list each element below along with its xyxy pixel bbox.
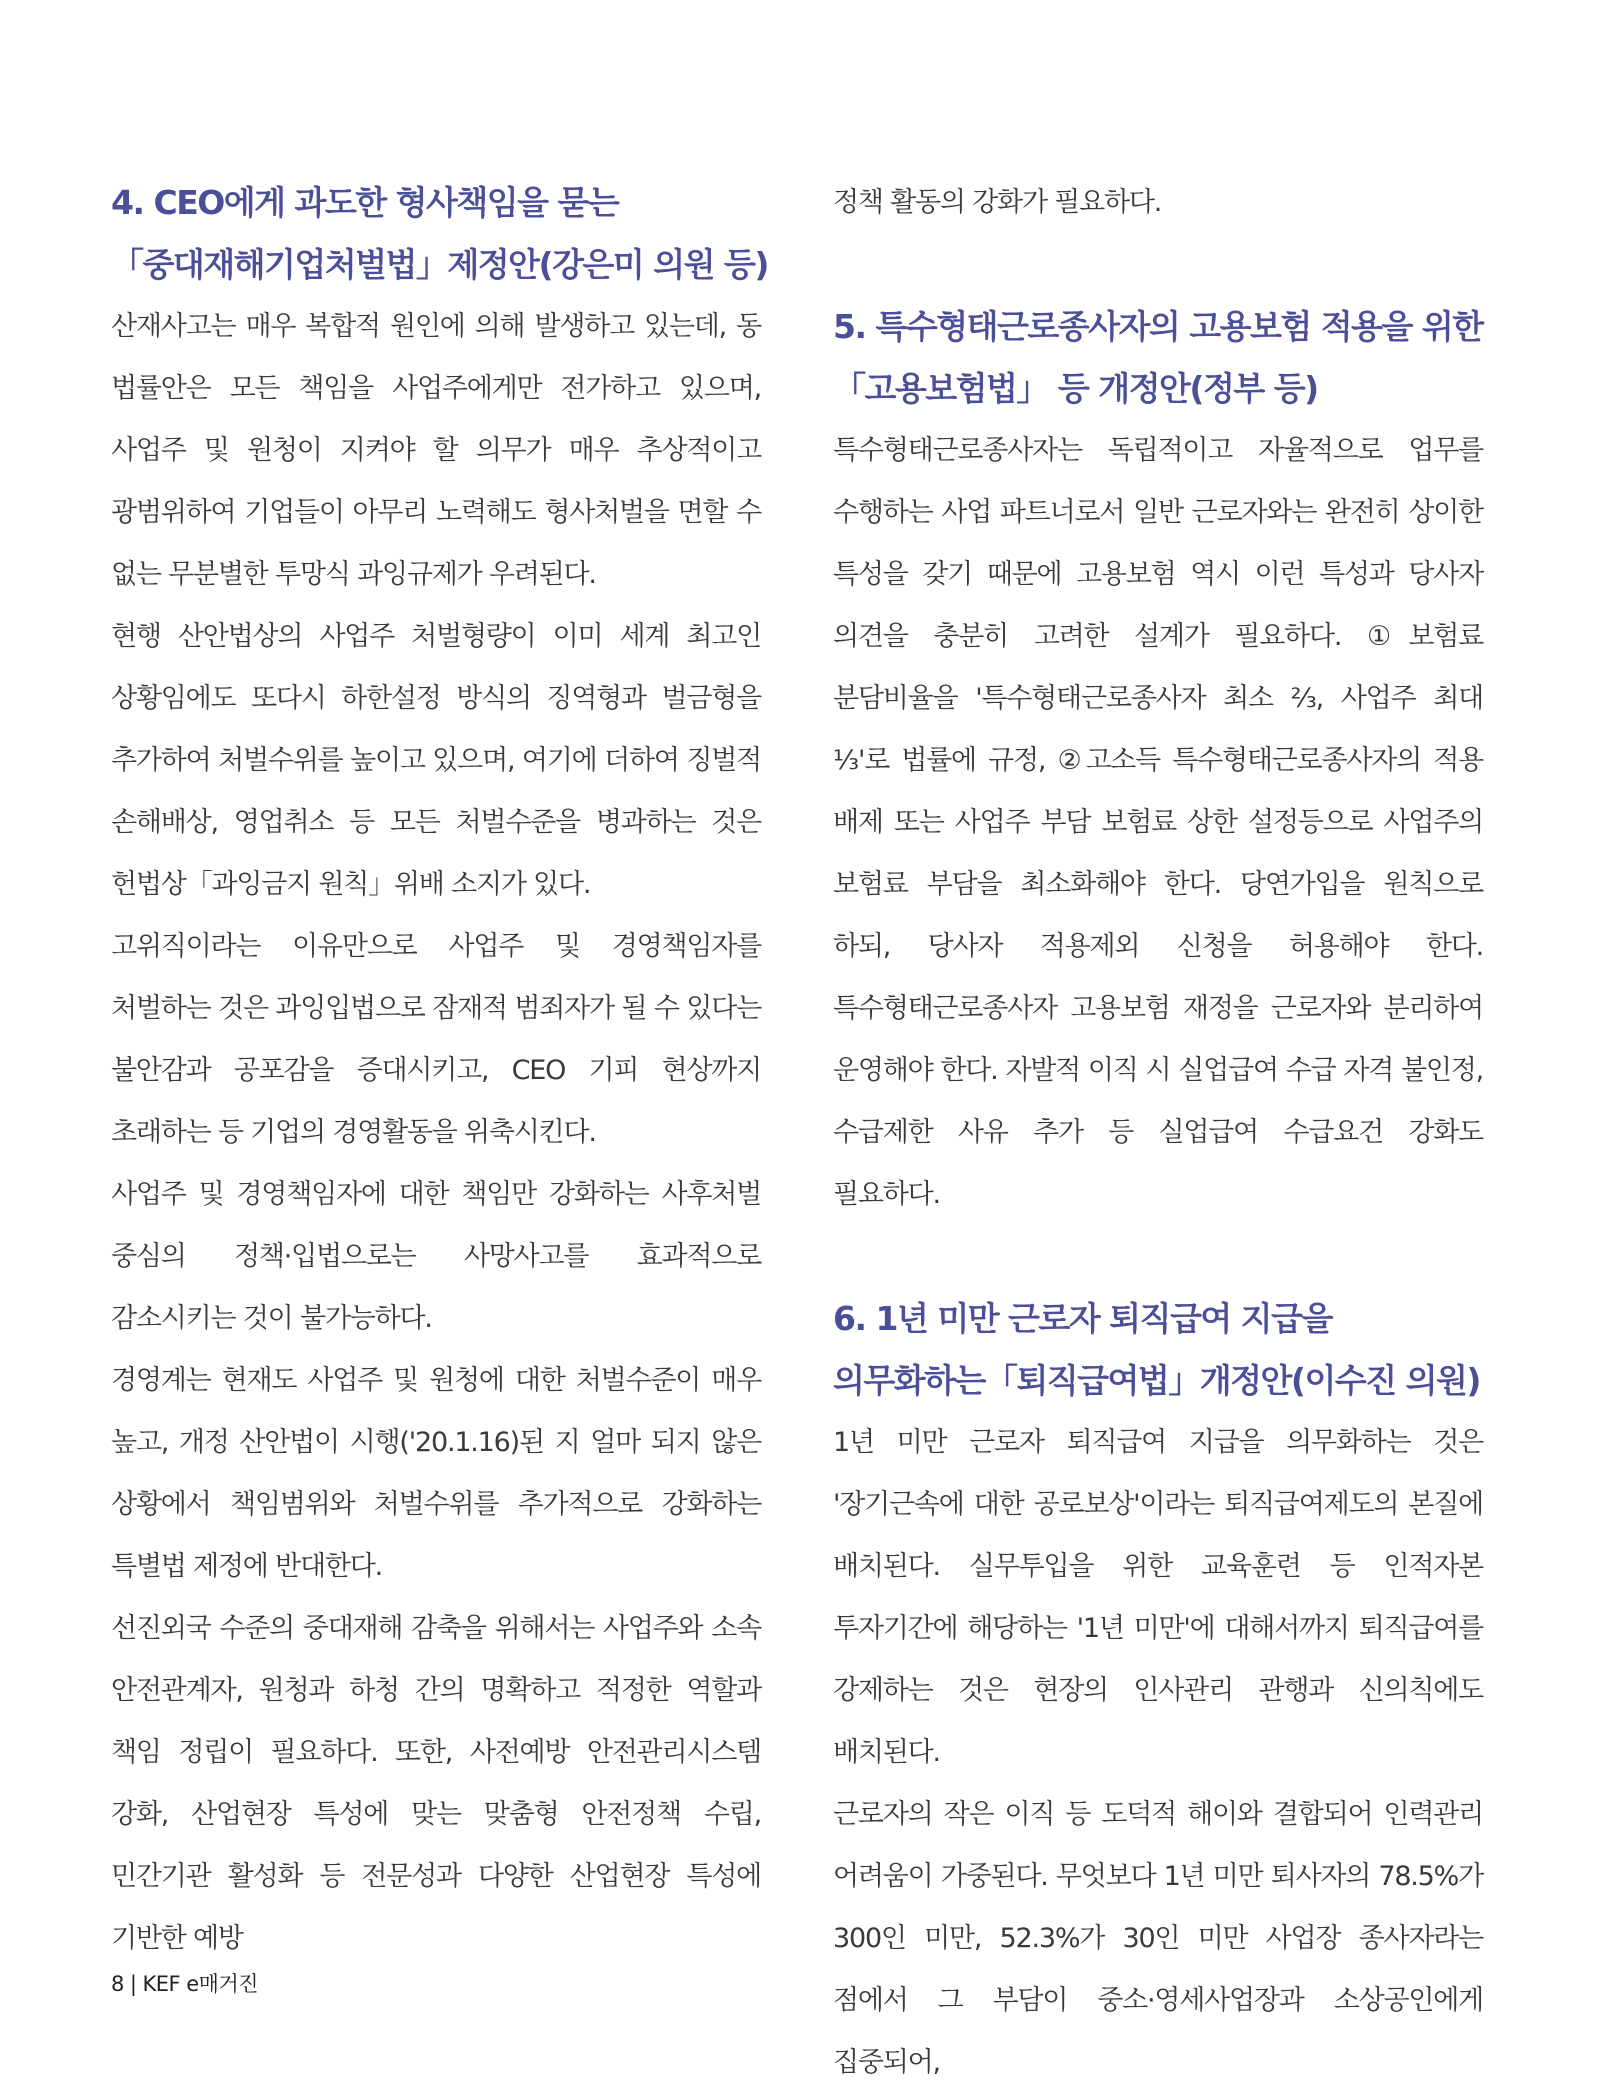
section4-paragraph-4: 사업주 및 경영책임자에 대한 책임만 강화하는 사후처벌 중심의 정책·입법으로는 사망사고를 효과적으로 감소시키는 것이 불가능하다. — [111, 1179, 761, 1334]
section4-paragraph-5: 경영계는 현재도 사업주 및 원청에 대한 처벌수준이 매우 높고, 개정 산안법이 시행('20.1.16)된 지 얼마 되지 않은 상황에서 책임범위와 처벌수위를 추가적으로 강화하는 특별법 제정에 반대한다. — [111, 1365, 761, 1582]
footer-separator: | — [129, 1972, 137, 1996]
page-number: 8 — [111, 1972, 124, 1996]
section6-heading-line1: 6. 1년 미만 근로자 퇴직급여 지급을 — [833, 1299, 1332, 1338]
section4-paragraph-1: 산재사고는 매우 복합적 원인에 의해 발생하고 있는데, 동 법률안은 모든 책임을 사업주에게만 전가하고 있으며, 사업주 및 원청이 지켜야 할 의무가 매우 추상적이고 광범위하여 기업들이 아무리 노력해도 형사처벌을 면할 수 없는 무분별한 투망식 과잉규제가 우려된다. — [111, 311, 761, 590]
section4-paragraph-3: 고위직이라는 이유만으로 사업주 및 경영책임자를 처벌하는 것은 과잉입법으로 잠재적 범죄자가 될 수 있다는 불안감과 공포감을 증대시키고, CEO 기피 현상까지 초래하는 등 기업의 경영활동을 위축시킨다. — [111, 931, 761, 1148]
section4-paragraph-2: 현행 산안법상의 사업주 처벌형량이 이미 세계 최고인 상황임에도 또다시 하한설정 방식의 징역형과 벌금형을 추가하여 처벌수위를 높이고 있으며, 여기에 더하여 징벌적 손해배상, 영업취소 등 모든 처벌수준을 병과하는 것은 헌법상「과잉금지 원칙」위배 소지가 있다. — [111, 621, 761, 900]
section4-heading-line1: 4. CEO에게 과도한 형사책임을 묻는 — [111, 183, 619, 222]
section-spacer — [833, 234, 1483, 296]
section5-paragraph-1: 특수형태근로종사자는 독립적이고 자율적으로 업무를 수행하는 사업 파트너로서 일반 근로자와는 완전히 상이한 특성을 갖기 때문에 고용보험 역시 이런 특성과 당사자 의견을 충분히 고려한 설계가 필요하다. ①보험료 분담비율을 '특수형태근로종사자 최소 ⅔, 사업주 최대 ⅓'로 법률에 규정, ②고소득 특수형태근로종사자의 적용 배제 또는 사업주 부담 보험료 상한 설정등으로 사업주의 보험료 부담을 최소화해야 한다. 당연가입을 원칙으로 하되, 당사자 적용제외 신청을 허용해야 한다. 특수형태근로종사자 고용보험 재정을 근로자와 분리하여 운영해야 한다. 자발적 이직 시 실업급여 수급 자격 불인정, 수급제한 사유 추가 등 실업급여 수급요건 강화도 필요하다. — [833, 435, 1483, 1210]
continuation-text: 정책 활동의 강화가 필요하다. — [833, 187, 1162, 218]
section5-heading-line1: 5. 특수형태근로종사자의 고용보험 적용을 위한 — [833, 307, 1483, 346]
section5-heading-line2: 「고용보험법」 등 개정안(정부 등) — [833, 369, 1318, 408]
section4-heading-line2: 「중대재해기업처벌법」제정안(강은미 의원 등) — [111, 245, 768, 284]
page-footer — [111, 1968, 258, 1998]
section6-paragraph-1: 1년 미만 근로자 퇴직급여 지급을 의무화하는 것은 '장기근속에 대한 공로보상'이라는 퇴직급여제도의 본질에 배치된다. 실무투입을 위한 교육훈련 등 인적자본 투자기간에 해당하는 '1년 미만'에 대해서까지 퇴직급여를 강제하는 것은 현장의 인사관리 관행과 신의칙에도 배치된다. — [833, 1427, 1483, 1768]
section6-heading-line2: 의무화하는「퇴직급여법」개정안(이수진 의원) — [833, 1361, 1480, 1400]
left-column — [111, 172, 768, 1970]
section6-paragraph-2: 근로자의 작은 이직 등 도덕적 해이와 결합되어 인력관리 어려움이 가중된다. 무엇보다 1년 미만 퇴사자의 78.5%가 300인 미만, 52.3%가 30인 미만 사업장 종사자라는 점에서 그 부담이 중소·영세사업장과 소상공인에게 집중되어, — [833, 1799, 1483, 2078]
section4-paragraph-6: 선진외국 수준의 중대재해 감축을 위해서는 사업주와 소속 안전관계자, 원청과 하청 간의 명확하고 적정한 역할과 책임 정립이 필요하다. 또한, 사전예방 안전관리시스템 강화, 산업현장 특성에 맞는 맞춤형 안전정책 수립, 민간기관 활성화 등 전문성과 다양한 산업현장 특성에 기반한 예방 — [111, 1613, 761, 1954]
right-column — [833, 172, 1483, 2094]
section-spacer — [833, 1226, 1483, 1288]
publication-name: KEF e매거진 — [142, 1972, 259, 1996]
